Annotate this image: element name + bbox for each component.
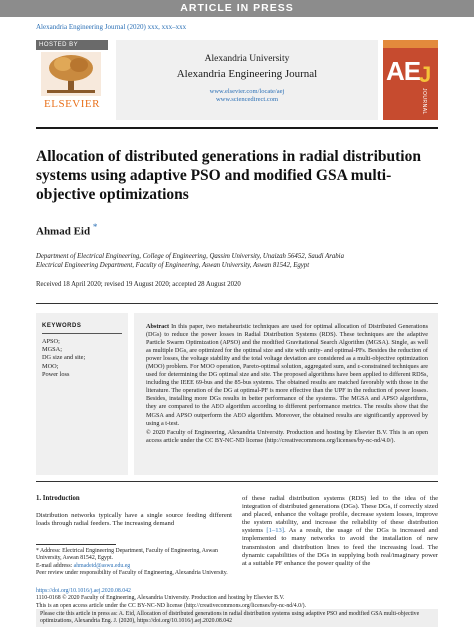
journal-citation-line[interactable]: Alexandria Engineering Journal (2020) xxx, xxx–xxx [36,23,187,31]
article-title: Allocation of distributed generations in radial distribution systems using adaptive PSO and modified GSA multi-objective optimizations [36,148,421,203]
footnote-peer-review: Peer review under responsibility of Faculty of Engineering, Alexandria University. [36,569,228,576]
intro-left-paragraph: Distribution networks typically have a single source feeding different loads through radial feeders. The increasing demand [36,512,232,528]
abstract-text [146,323,428,428]
cover-letters: AE [386,56,421,86]
citation-link[interactable]: [1–13] [266,527,284,535]
email-link[interactable]: ahmadeid@aswu.edu.eg [73,562,131,569]
author-line [36,222,97,238]
journal-homepage-link[interactable]: www.elsevier.com/locate/aej [209,88,285,95]
university-name: Alexandria University [204,54,290,64]
sciencedirect-link[interactable]: www.sciencedirect.com [215,96,279,103]
issn-line: 1110-0168 © 2020 Faculty of Engineering, Alexandria University. Production and hosting by Elsevier B.V. [36,595,285,602]
elsevier-wordmark: ELSEVIER [44,98,100,110]
keyword-item: APSO; [42,338,60,345]
hosted-by-label: HOSTED BY [36,40,108,50]
footnote-email [36,563,236,570]
intro-right-paragraph [242,495,438,568]
keyword-item: MGSA; [42,346,62,354]
journal-name: Alexandria Engineering Journal [176,68,318,80]
keyword-item: DG size and site; [42,354,86,362]
left-column [36,495,232,528]
journal-cover-thumbnail [383,40,438,120]
footnote-address: * Address: Electrical Engineering Department, Faculty of Engineering, Aswan University, Aswan 81542, Egypt. [36,548,218,562]
affiliation-1: Department of Electrical Engineering, College of Engineering, Qassim University, Unaizah 56452, Saudi Arabia [36,253,344,260]
article-in-press-banner: ARTICLE IN PRESS [0,0,474,17]
cover-journal-word: JOURNAL [421,88,427,115]
footnote-rule [36,544,116,545]
abstract-rule [36,481,438,482]
footnotes [36,548,236,577]
article-bottom-info [36,588,438,610]
header-rule [36,127,438,129]
author-name[interactable]: Ahmad Eid [36,225,91,238]
keywords-heading: KEYWORDS [42,323,82,329]
right-column [242,495,438,568]
received-dates: Received 18 April 2020; revised 19 August 2020; accepted 28 August 2020 [36,281,241,288]
keywords-box [36,313,128,475]
cover-top-strip [383,40,438,48]
keyword-item: MOO; [42,362,59,370]
keywords-rule [42,333,122,334]
intro-right-text-a: of these radial distribution systems (RDS) led to the idea of the integration of distributed generations (DGs). These DGs, if correctly sized and placed, enhance the voltage profile, decrease system losses, improve the system stability, and increase the reliability of these distribution systems [242,495,438,535]
keyword-item: Power loss [42,370,70,378]
cover-letter-j: J [419,62,432,87]
abstract-label: Abstract [146,323,170,330]
corresponding-author-mark[interactable]: * [92,222,98,232]
abstract-box [134,313,438,475]
dates-rule [36,303,438,304]
elsevier-tree-logo-icon [41,52,101,96]
affiliation-2: Electrical Engineering Department, Faculty of Engineering, Aswan University, Aswan 81542, Egypt [36,262,310,269]
license-line: This is an open access article under the CC BY-NC-ND license (http://creativecommons.org/licenses/by-nc-nd/4.0/). [36,602,307,609]
doi-link[interactable]: https://doi.org/10.1016/j.aej.2020.08.042 [36,588,131,594]
journal-header-center [116,40,378,120]
section-heading-introduction: 1. Introduction [36,495,80,502]
journal-header [36,40,438,122]
affiliations [36,252,438,270]
abstract-copyright: © 2020 Faculty of Engineering, Alexandria University. Production and hosting by Elsevier B.V. This is an open access article under the CC BY-NC-ND license (http://creativecommons.org/licenses/by-nc-nd/4.0/). [146,428,428,444]
intro-right-text-b: . As a result, the usage of the DGs is increased and implemented to many networks to avoid the installation of new transmission and distribution lines to feed the increasing load. The dynamic capabilities of the DGs in supplying both real/imaginary power at a suitable PF enhance the power quality of the [242,527,438,567]
cite-as-box: Please cite this article in press as: A. Eid, Allocation of distributed generations in radial distribution systems using adaptive PSO and modified GSA multi-objective optimizations, Alexandria Eng. J. (2020), https://doi.org/10.1016/j.aej.2020.08.042 [36,609,438,627]
email-label: E-mail address: [36,562,74,569]
abstract-body: In this paper, two metaheuristic techniques are used for optimal allocation of Distributed Generations (DGs) to reduce the power losses in Radial Distribution Systems (RDS). These techniques are the adaptive Particle Swarm Optimization (APSO) and the modified Gravitational Search Algorithm (MGSA). Single, as well as multiple DGs, are optimized for the optimal size and site with unity- and optimal-PFs. Besides the reduction of power losses, the voltage stability and the total voltage deviation are considered as a multi-objective optimization (MOO) problem. For MOO operation, Pareto-optimal solution, aggregated sum, and ε-constrained techniques are used for determining the DG optimal size and site. The proposed algorithms have been applied to different RDSs, including the IEEE 69-bus and the 85-bus systems. The obtained results are matched favorably with those in the literature. The operation of the DG at optimal-PF is more effective than the UPF in the reduction of power losses. Besides, installing more DGs results in better performance of the systems. The MGSA and APSO algorithms, they are compared to the AEO algorithm according to different performance metrics. The results show that the MGSA and APSO outperform the AEO algorithm. Moreover, the obtained results are significantly approved by using a t-test. [146,323,429,427]
